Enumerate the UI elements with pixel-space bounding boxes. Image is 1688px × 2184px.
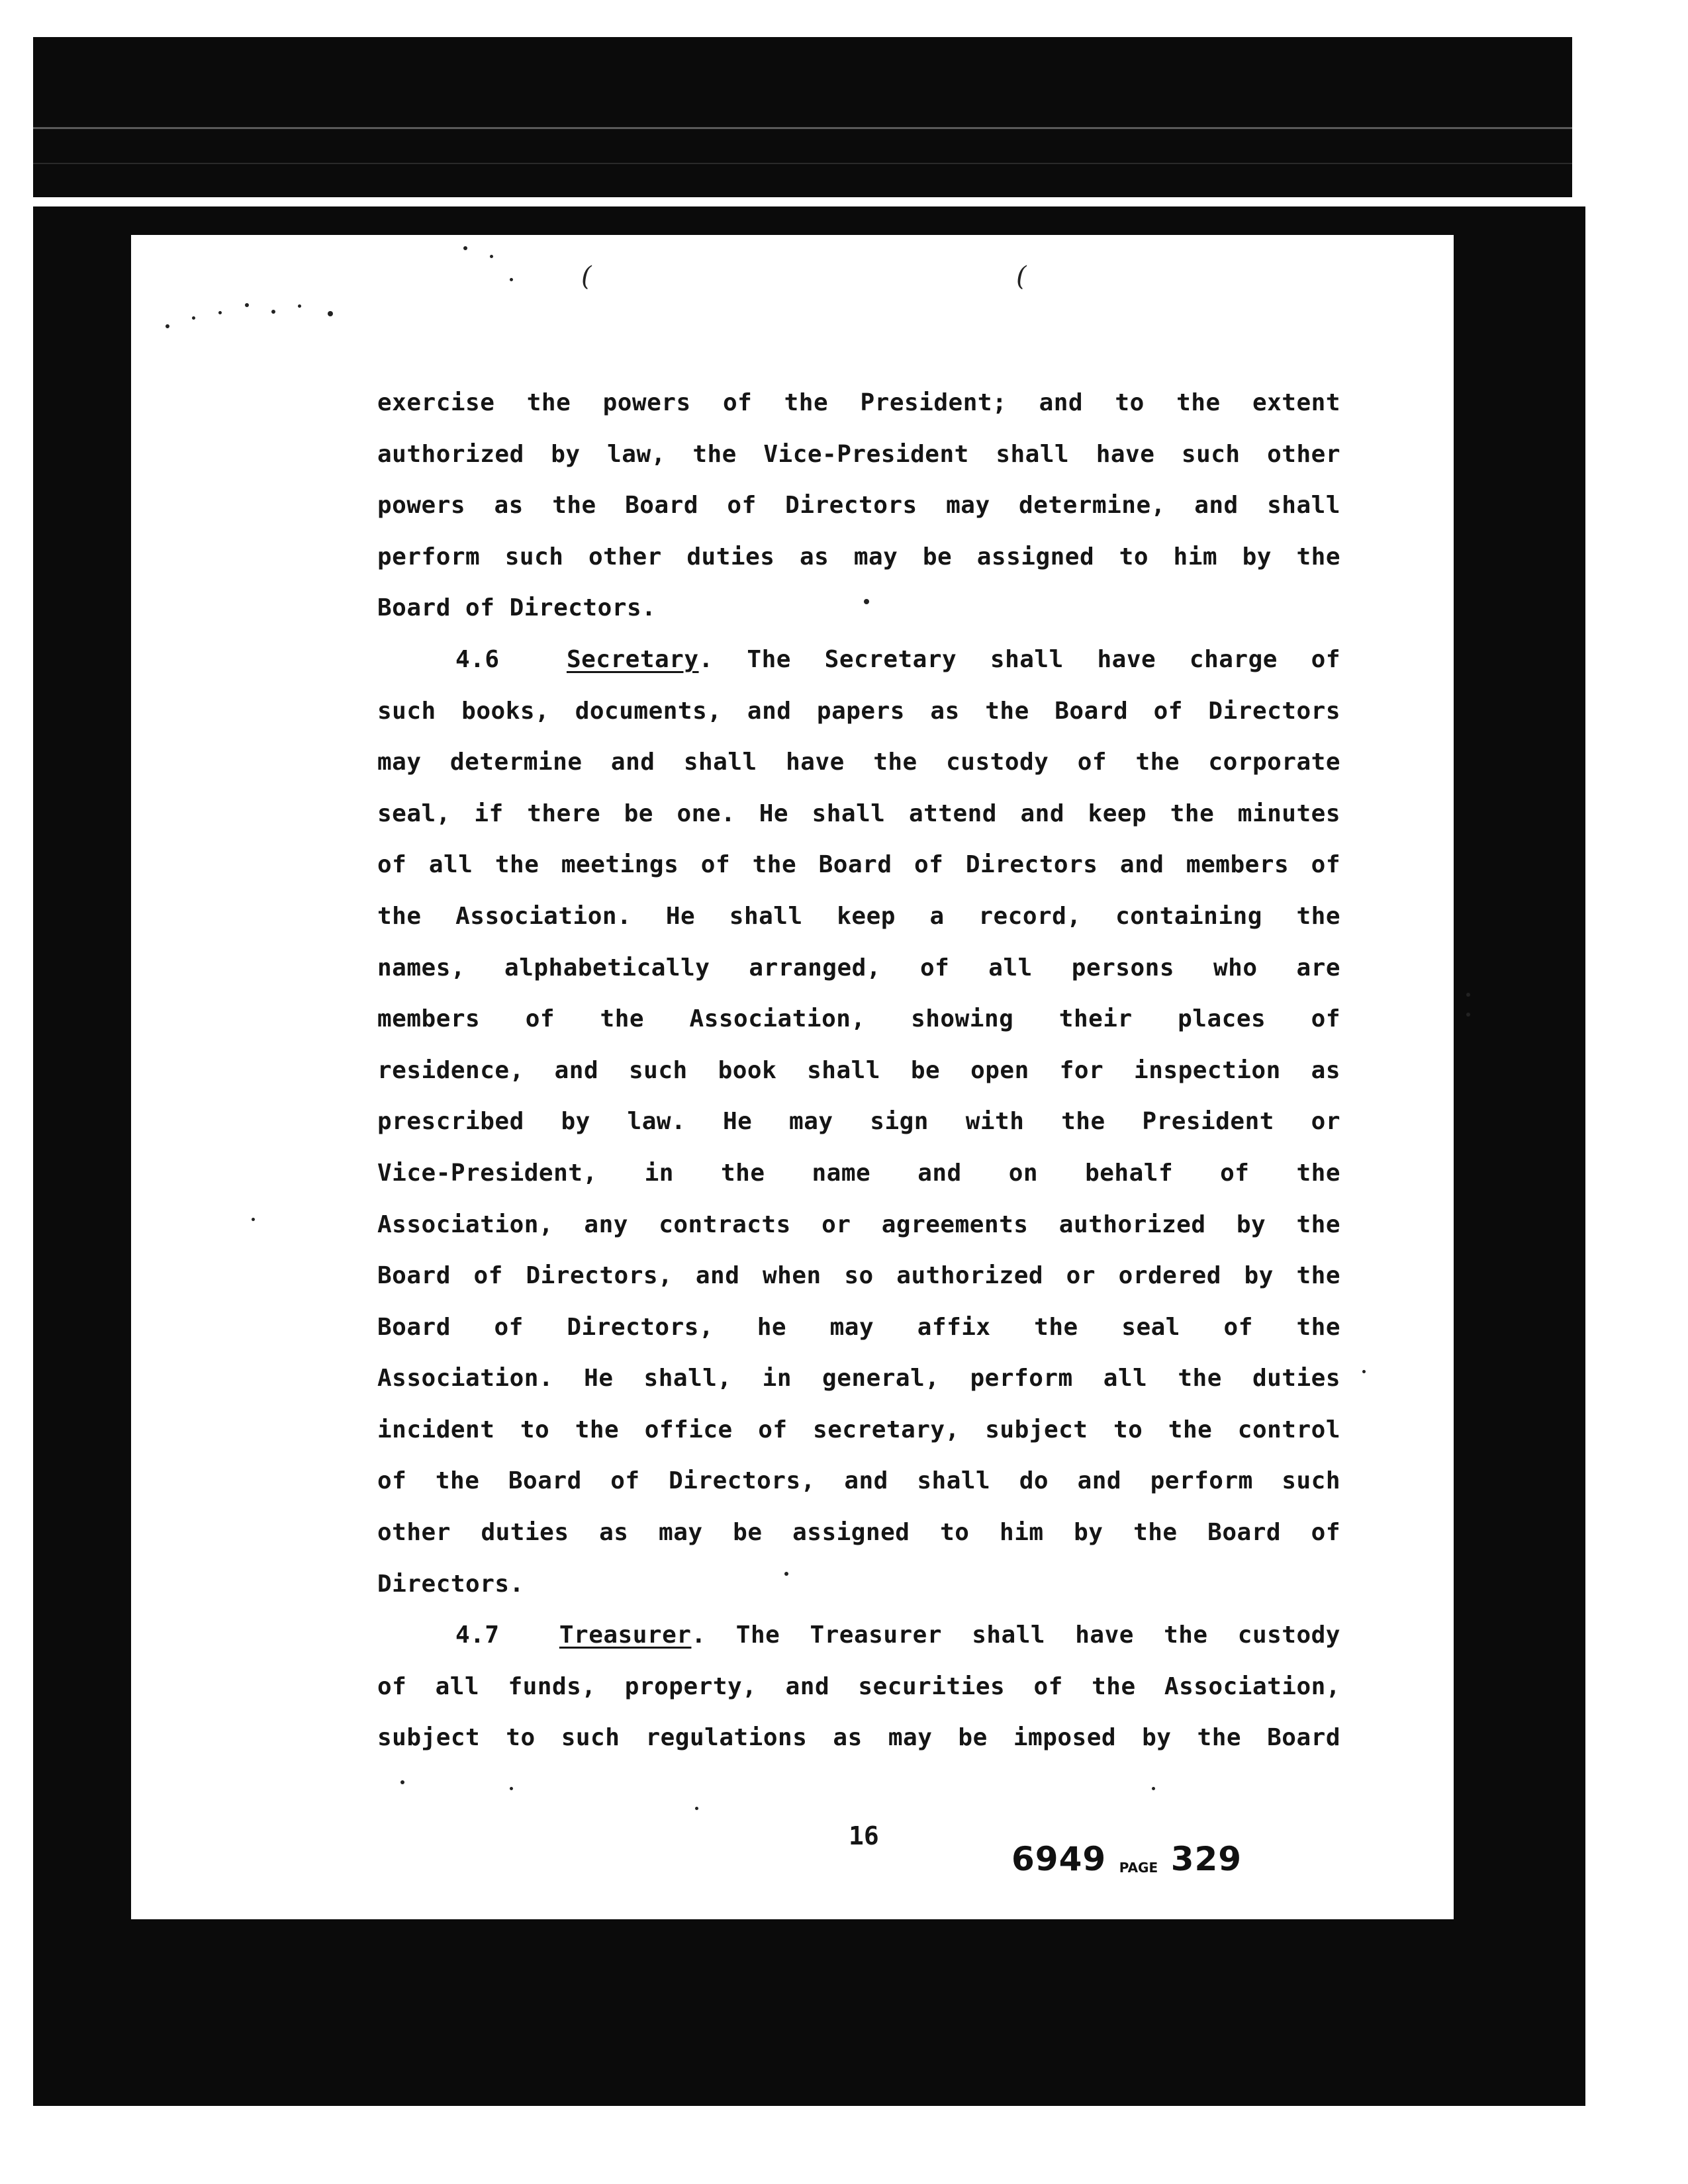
text-line: exercise the powers of the President; and to the extent — [377, 389, 1340, 416]
scan-speck — [165, 324, 169, 328]
text-line: Association, any contracts or agreements authorized by the — [377, 1210, 1340, 1238]
text-line: Board of Directors, he may affix the seal of the — [377, 1313, 1340, 1341]
text-line: Association. He shall, in general, perform all the duties — [377, 1365, 1340, 1392]
text-fragment: . The Treasurer shall have the custody — [691, 1621, 1340, 1649]
scan-artifact-paren: ( — [1016, 261, 1027, 292]
scan-speck — [245, 303, 249, 307]
text-line: powers as the Board of Directors may determine, and shall — [377, 492, 1340, 520]
text-line: such books, documents, and papers as the Board of Directors — [377, 697, 1340, 725]
scan-speck — [463, 246, 467, 250]
scan-speck — [695, 1807, 698, 1810]
text-line: of the Board of Directors, and shall do and perform such — [377, 1467, 1340, 1495]
scan-speck — [1466, 993, 1470, 997]
text-line: may determine and shall have the custody of the corporate — [377, 749, 1340, 776]
text-line: Board of Directors, and when so authorized or ordered by the — [377, 1262, 1340, 1290]
section-number: 4.6 — [455, 645, 500, 673]
scan-speck — [218, 311, 222, 314]
scan-speck — [490, 255, 493, 258]
text-line: perform such other duties as may be assigned to him by the — [377, 543, 1340, 570]
text-line: other duties as may be assigned to him by the Board of — [377, 1519, 1340, 1547]
recording-stamp — [1011, 1840, 1242, 1878]
text-line: prescribed by law. He may sign with the President or — [377, 1108, 1340, 1136]
text-line: Board of Directors. — [377, 594, 657, 622]
scan-speck — [510, 1787, 513, 1790]
text-line: seal, if there be one. He shall attend and keep the minutes — [377, 799, 1340, 827]
scan-top-band — [33, 37, 1572, 197]
text-line: authorized by law, the Vice-President shall have such other — [377, 440, 1340, 468]
document-body — [377, 377, 1340, 1764]
text-line: incident to the office of secretary, subject to the control — [377, 1416, 1340, 1443]
scan-line — [33, 163, 1572, 164]
scan-speck — [192, 316, 195, 320]
scan-speck — [271, 310, 275, 314]
scan-gap — [33, 197, 1572, 206]
page-reference: 329 — [1170, 1840, 1243, 1878]
text-line: of all funds, property, and securities of the Association, — [377, 1672, 1340, 1700]
scan-speck — [1466, 1013, 1470, 1017]
text-line: subject to such regulations as may be imposed by the Board — [377, 1724, 1340, 1752]
section-heading-secretary: Secretary — [566, 645, 699, 673]
page-label: PAGE — [1119, 1859, 1158, 1876]
text-line: names, alphabetically arranged, of all persons who are — [377, 954, 1340, 981]
section-heading-treasurer: Treasurer — [559, 1621, 692, 1649]
scan-speck — [1362, 1370, 1366, 1373]
book-number: 6949 — [1011, 1840, 1107, 1878]
scan-speck — [1152, 1787, 1155, 1790]
scan-artifact-paren: ( — [581, 261, 592, 292]
page-number: 16 — [849, 1821, 879, 1850]
text-line: members of the Association, showing their places of — [377, 1005, 1340, 1033]
text-line: residence, and such book shall be open for inspection as — [377, 1056, 1340, 1084]
text-line: of all the meetings of the Board of Directors and members of — [377, 851, 1340, 879]
scan-speck — [298, 304, 301, 308]
section-number: 4.7 — [455, 1621, 500, 1649]
section-treasurer-heading-line — [377, 1610, 1340, 1661]
text-line: Vice-President, in the name and on behalf of the — [377, 1159, 1340, 1187]
scan-line — [33, 127, 1572, 129]
scan-speck — [400, 1780, 404, 1784]
text-line: the Association. He shall keep a record, containing the — [377, 902, 1340, 930]
scan-speck — [510, 278, 513, 281]
scan-speck — [328, 311, 333, 316]
text-line: Directors. — [377, 1570, 524, 1598]
text-fragment: . The Secretary shall have charge of — [698, 645, 1340, 673]
section-secretary-heading-line — [377, 634, 1340, 686]
scan-speck — [252, 1218, 255, 1221]
